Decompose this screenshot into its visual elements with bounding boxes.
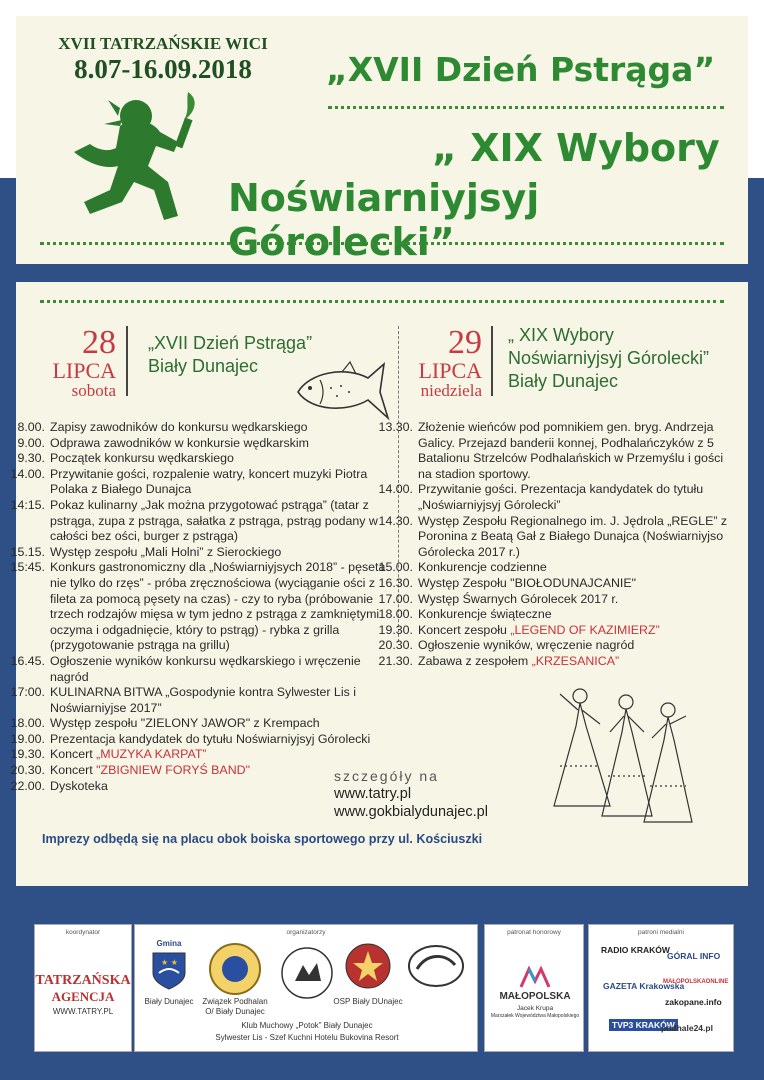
gok-logo-icon <box>279 945 335 1001</box>
schedule-description <box>50 451 392 467</box>
schedule-item <box>356 514 732 561</box>
media-zakopane-info: zakopane.info <box>665 997 722 1007</box>
schedule-time: 15.00. <box>378 560 413 575</box>
venue-note: Imprezy odbędą się na placu obok boiska sportowego przy ul. Kościuszki <box>42 832 483 846</box>
schedule-description <box>50 467 392 498</box>
schedule-time: 14.00. <box>378 482 413 497</box>
divider <box>40 300 724 303</box>
day-number: 28 <box>82 324 116 361</box>
schedule-description <box>418 576 732 592</box>
schedule-description <box>418 638 732 654</box>
schedule-day1 <box>0 420 392 794</box>
schedule-time: 20.30. <box>10 763 45 778</box>
schedule-text: KULINARNA BITWA „Gospodynie kontra Sylwester Lis i Noświarniyjse 2017” <box>50 685 356 715</box>
schedule-time: 14.30. <box>378 513 413 528</box>
schedule-item <box>356 623 732 639</box>
osp-logo-icon <box>343 941 393 991</box>
media-label: patroni medialni <box>638 929 684 936</box>
schedule-text: Występ Śwarnych Górolecek 2017 r. <box>418 591 619 606</box>
schedule-time: 9.00. <box>17 435 45 450</box>
schedule-time: 16.30. <box>378 575 413 590</box>
schedule-time: 19.30. <box>10 747 45 762</box>
honorary-label: patronat honorowy <box>507 929 561 936</box>
schedule-time: 13.30. <box>378 420 413 434</box>
media-podhale24: podhale24.pl <box>661 1023 713 1033</box>
honorary-patron-box <box>484 924 584 1052</box>
schedule-description <box>50 654 392 685</box>
divider <box>328 106 724 109</box>
title-noswarniyjsyj: Noświarniyjsyj Górolecki” <box>228 176 540 264</box>
date-divider <box>491 326 493 396</box>
schedule-description <box>418 623 732 639</box>
schedule-text: Przywitanie gości. Prezentacja kandydatek do tytułu „Noświarniyjsyj Górolecki” <box>418 482 704 512</box>
festival-title: XVII TATRZAŃSKIE WICI <box>58 34 268 53</box>
svg-text:★ ★: ★ ★ <box>161 958 178 967</box>
schedule-text: Konkurencje codzienne <box>418 560 547 575</box>
schedule-description <box>418 420 732 482</box>
title-wybory: „ XIX Wybory <box>432 126 720 170</box>
day1-place: Biały Dunajec <box>148 356 259 376</box>
schedule-time: 9.30. <box>17 451 45 466</box>
day-weekday: sobota <box>71 381 116 400</box>
schedule-item <box>0 545 392 561</box>
media-radio-krakow: RADIO KRAKÓW <box>601 945 670 955</box>
schedule-text: Występ zespołu "ZIELONY JAWOR" z Krempach <box>50 716 320 731</box>
coordinator-label: koordynator <box>65 929 101 936</box>
schedule-text: Zabawa z zespołem <box>418 653 529 668</box>
divider <box>40 242 724 245</box>
schedule-description <box>418 560 732 576</box>
schedule-item <box>0 436 392 452</box>
malopolska-logo-icon <box>519 965 551 989</box>
day2-title-line1: „ XIX Wybory <box>508 325 614 345</box>
schedule-text: Koncert zespołu <box>418 622 507 637</box>
klub-muchowy-logo-icon <box>407 943 465 989</box>
schedule-time: 18.00. <box>10 716 45 731</box>
torch-runner-icon <box>60 86 210 236</box>
media-malopolska-online: MAŁOPOLSKAONLINE <box>663 979 729 985</box>
schedule-text: Początek konkursu wędkarskiego <box>50 451 234 466</box>
schedule-text: Ogłoszenie wyników konkursu wędkarskiego i wręczenie nagród <box>50 653 361 684</box>
link-gok[interactable]: www.gokbialydunajec.pl <box>334 804 488 820</box>
schedule-item <box>356 654 732 670</box>
schedule-text: Złożenie wieńców pod pomnikiem gen. bryg. Andrzeja Galicy. Przejazd banderii konnej, Podhalańczyków z 5 Batalionu Strzelców Podhalańskich w Przemyślu i gości na stadion sportowy. <box>418 420 724 481</box>
schedule-text: Prezentacja kandydatek do tytułu Noświarniyjsyj Górolecki <box>50 731 371 746</box>
media-patrons-box <box>588 924 734 1052</box>
schedule-time: 16.45. <box>10 653 45 668</box>
schedule-description <box>50 436 392 452</box>
schedule-item <box>356 560 732 576</box>
schedule-text: Ogłoszenie wyników, wręczenie nagród <box>418 638 635 653</box>
zwiazek-name: Związek Podhalan <box>202 997 268 1006</box>
schedule-item <box>0 498 392 545</box>
schedule-description <box>418 607 732 623</box>
schedule-text: Zapisy zawodników do konkursu wędkarskiego <box>50 420 308 434</box>
day2-place: Biały Dunajec <box>508 371 619 391</box>
festival-dates: 8.07-16.09.2018 <box>74 54 252 84</box>
coordinator-logo: TATRZAŃSKA <box>35 973 131 988</box>
schedule-text: Koncert <box>50 763 93 778</box>
gmina-name: Biały Dunajec <box>144 997 194 1006</box>
schedule-highlight: „MUZYKA KARPAT” <box>96 747 207 762</box>
schedule-item <box>356 638 732 654</box>
schedule-item <box>0 467 392 498</box>
schedule-item <box>0 420 392 436</box>
schedule-time: 14:15. <box>10 497 45 512</box>
schedule-time: 21.30. <box>378 653 413 668</box>
schedule-text: Konkurencje świąteczne <box>418 607 552 622</box>
schedule-time: 18.00. <box>378 607 413 622</box>
gmina-label: Gmina <box>156 939 182 948</box>
schedule-item <box>0 747 392 763</box>
schedule-item <box>0 560 392 654</box>
organizers-label: organizatorzy <box>286 929 326 936</box>
date-divider <box>126 326 128 396</box>
schedule-text: Występ Zespołu "BIOŁODUNAJCANIE" <box>418 575 637 590</box>
schedule-description <box>418 482 732 513</box>
schedule-time: 15.15. <box>10 544 45 559</box>
schedule-item <box>356 607 732 623</box>
patron-name: Jacek Krupa <box>516 1005 554 1012</box>
schedule-time: 17.00. <box>378 591 413 606</box>
zwiazek-branch: O/ Biały Dunajec <box>205 1007 265 1016</box>
osp-name: OSP Biały DUnajec <box>333 997 403 1006</box>
schedule-description <box>50 685 392 716</box>
zwiazek-podhalan-logo-icon <box>207 941 263 997</box>
schedule-item <box>0 716 392 732</box>
schedule-text: Dyskoteka <box>50 778 108 793</box>
schedule-time: 15:45. <box>10 560 45 575</box>
schedule-text: Przywitanie gości, rozpalenie watry, koncert muzyki Piotra Polaka z Białego Dunajca <box>50 466 368 497</box>
highlander-dancers-icon <box>540 676 700 832</box>
schedule-text: Występ Zespołu Regionalnego im. J. Jędrola „REGLE” z Poronina z Beatą Gał z Białego Dunajca (Noświarniyjso Górolecka 2017 r.) <box>418 513 728 559</box>
schedule-item <box>0 732 392 748</box>
schedule-text: Koncert <box>50 747 93 762</box>
schedule-description <box>50 747 392 763</box>
gmina-crest-icon <box>151 951 187 991</box>
schedule-description <box>418 654 732 670</box>
schedule-item <box>356 592 732 608</box>
media-gazeta-krakowska: GAZETA Krakowska <box>603 981 685 991</box>
organizers-box <box>134 924 478 1052</box>
schedule-day2 <box>356 420 732 670</box>
schedule-text: Występ zespołu „Mali Holni” z Sierockiego <box>50 544 282 559</box>
schedule-time: 22.00. <box>10 778 45 793</box>
schedule-description <box>50 545 392 561</box>
schedule-time: 19.00. <box>10 731 45 746</box>
schedule-time: 8.00. <box>17 420 45 434</box>
schedule-time: 17:00. <box>10 685 45 700</box>
day-month: LIPCA <box>418 358 482 383</box>
schedule-item <box>356 420 732 482</box>
day2-title-line2: Noświarniyjsyj Górolecki” <box>508 348 710 368</box>
day-month: LIPCA <box>52 358 116 383</box>
schedule-description <box>418 592 732 608</box>
schedule-item <box>0 685 392 716</box>
schedule-description <box>50 420 392 436</box>
details-heading: szczegóły na <box>334 768 439 784</box>
schedule-description <box>50 732 392 748</box>
schedule-item <box>0 451 392 467</box>
coordinator-logo-line2: AGENCJA <box>51 989 115 1004</box>
schedule-item <box>356 576 732 592</box>
schedule-description <box>50 560 392 654</box>
schedule-highlight: "ZBIGNIEW FORYŚ BAND" <box>96 763 250 778</box>
media-tvp3: TVP3 KRAKÓW <box>609 1019 678 1031</box>
schedule-time: 14.00. <box>10 466 45 481</box>
schedule-text: Odprawa zawodników w konkursie wędkarskim <box>50 435 309 450</box>
klub-name: Klub Muchowy „Potok” Biały Dunajec <box>241 1021 373 1030</box>
schedule-description <box>50 716 392 732</box>
schedule-highlight: „KRZESANICA” <box>531 653 620 668</box>
patron-role: Marszałek Województwa Małopolskiego <box>490 1013 580 1019</box>
schedule-time: 19.30. <box>378 622 413 637</box>
schedule-text: Pokaz kulinarny „Jak można przygotować pstrąga” (tatar z pstrąga, zupa z pstrąga, sałatka z pstrąga, pstrąg podany w całości bez ości, burger z pstrąga) <box>50 497 378 544</box>
day-number: 29 <box>448 324 482 361</box>
schedule-text: Konkurs gastronomiczny dla „Noświarniyjsych 2018” - pęseta nie tylko do rzęs” - próba zręcznościowa (wyciąganie ości z fileta za pomocą pęsety na czas) - czy to ryba (próbowanie trzech rodzajów mięsa w tym jedno z pstrąga z zamkniętymi oczyma i odgadnięcie, który to pstrąg) - rybka z grilla (przygotowanie pstrąga na grillu) <box>50 560 386 653</box>
schedule-description <box>418 514 732 561</box>
schedule-item <box>356 482 732 513</box>
media-goral-info: GÓRAL INFO <box>667 951 721 961</box>
coordinator-url: WWW.TATRY.PL <box>52 1007 114 1016</box>
link-tatry[interactable]: www.tatry.pl <box>334 786 412 802</box>
coordinator-box <box>34 924 132 1052</box>
day-weekday: niedziela <box>420 381 482 400</box>
day1-title <box>148 332 312 378</box>
schedule-highlight: „LEGEND OF KAZIMIERZ” <box>510 622 660 637</box>
malopolska-name: MAŁOPOLSKA <box>499 991 571 1002</box>
schedule-time: 20.30. <box>378 638 413 653</box>
schedule-description <box>50 498 392 545</box>
date-block-29 <box>404 326 482 400</box>
day2-title <box>508 324 709 393</box>
day1-event-title: „XVII Dzień Pstrąga” <box>148 333 313 353</box>
chef-name: Sylwester Lis - Szef Kuchni Hotelu Bukovina Resort <box>215 1033 399 1042</box>
date-block-28 <box>44 326 116 400</box>
title-dzien-pstraga: „XVII Dzień Pstrąga” <box>326 50 716 89</box>
schedule-item <box>0 654 392 685</box>
